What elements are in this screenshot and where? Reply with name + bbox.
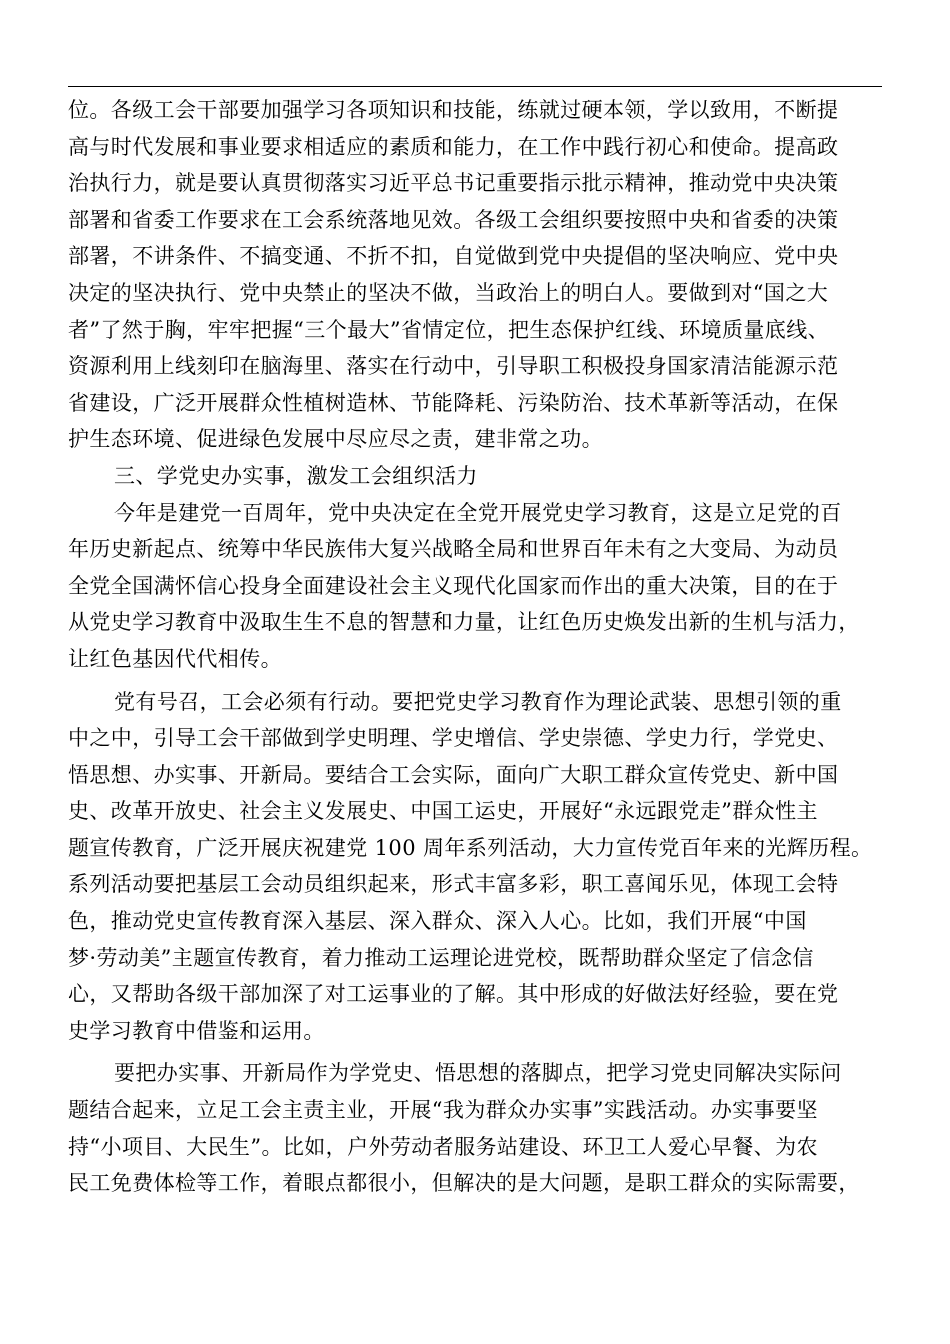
text-line: 梦·劳动美”主题宣传教育，着力推动工运理论进党校，既帮助群众坚定了信念信: [68, 945, 814, 970]
document-body: [68, 92, 898, 1202]
text-line: 党有号召，工会必须有行动。要把党史学习教育作为理论武装、思想引领的重: [114, 689, 842, 714]
paragraph-1: [68, 92, 898, 458]
header-rule: [68, 86, 882, 87]
text-line: 省建设，广泛开展群众性植树造林、节能降耗、污染防治、技术革新等活动，在保: [68, 390, 839, 415]
text-line: 让红色基因代代相传。: [68, 646, 282, 671]
text-line: 心，又帮助各级干部加深了对工运事业的了解。其中形成的好做法好经验，要在党: [68, 982, 839, 1007]
text-line: 色，推动党史宣传教育深入基层、深入群众、深入人心。比如，我们开展“中国: [68, 909, 807, 934]
paragraph-2: [68, 495, 898, 678]
text-line: 治执行力，就是要认真贯彻落实习近平总书记重要指示批示精神，推动党中央决策: [68, 171, 839, 196]
text-line: 者”了然于胸，牢牢把握“三个最大”省情定位，把生态保护红线、环境质量底线、: [68, 317, 830, 342]
text-line: 部署和省委工作要求在工会系统落地见效。各级工会组织要按照中央和省委的决策: [68, 207, 839, 232]
text-line: 位。各级工会干部要加强学习各项知识和技能，练就过硬本领，学以致用，不断提: [68, 98, 839, 122]
text-line: 今年是建党一百周年，党中央决定在全党开展党史学习教育，这是立足党的百: [114, 500, 842, 525]
text-line: 悟思想、办实事、开新局。要结合工会实际，面向广大职工群众宣传党史、新中国: [68, 762, 839, 787]
text-line: 从党史学习教育中汲取生生不息的智慧和力量，让红色历史焕发出新的生机与活力，: [68, 610, 860, 635]
text-line: 民工免费体检等工作，着眼点都很小，但解决的是大问题，是职工群众的实际需要，: [68, 1171, 860, 1196]
paragraph-3: [68, 684, 898, 1050]
text-line: 史、改革开放史、社会主义发展史、中国工运史，开展好“永远跟党走”群众性主: [68, 799, 818, 824]
text-line: 年历史新起点、统筹中华民族伟大复兴战略全局和世界百年未有之大变局、为动员: [68, 537, 839, 562]
text-line: 史学习教育中借鉴和运用。: [68, 1018, 325, 1043]
paragraph-4: [68, 1055, 898, 1201]
text-line: 要把办实事、开新局作为学党史、悟思想的落脚点，把学习党史同解决实际问: [114, 1061, 842, 1086]
text-line: 部署，不讲条件、不搞变通、不折不扣，自觉做到党中央提倡的坚决响应、党中央: [68, 244, 839, 269]
section-heading: 三、学党史办实事，激发工会组织活力: [114, 463, 478, 488]
text-line: 中之中，引导工会干部做到学史明理、学史增信、学史崇德、学史力行，学党史、: [68, 726, 839, 751]
text-line: 题宣传教育，广泛开展庆祝建党 100 周年系列活动，大力宣传党百年来的光辉历程。: [68, 835, 873, 860]
text-line: 持“小项目、大民生”。比如，户外劳动者服务站建设、环卫工人爱心早餐、为农: [68, 1134, 818, 1159]
text-line: 系列活动要把基层工会动员组织起来，形式丰富多彩，职工喜闻乐见，体现工会特: [68, 872, 839, 897]
text-line: 题结合起来，立足工会主责主业，开展“我为群众办实事”实践活动。办实事要坚: [68, 1098, 818, 1123]
text-line: 决定的坚决执行、党中央禁止的坚决不做，当政治上的明白人。要做到对“国之大: [68, 280, 829, 305]
text-line: 护生态环境、促进绿色发展中尽应尽之责，建非常之功。: [68, 427, 603, 452]
text-line: 全党全国满怀信心投身全面建设社会主义现代化国家而作出的重大决策，目的在于: [68, 573, 839, 598]
text-line: 资源利用上线刻印在脑海里、落实在行动中，引导职工积极投身国家清洁能源示范: [68, 354, 839, 379]
text-line: 高与时代发展和事业要求相适应的素质和能力，在工作中践行初心和使命。提高政: [68, 134, 839, 159]
